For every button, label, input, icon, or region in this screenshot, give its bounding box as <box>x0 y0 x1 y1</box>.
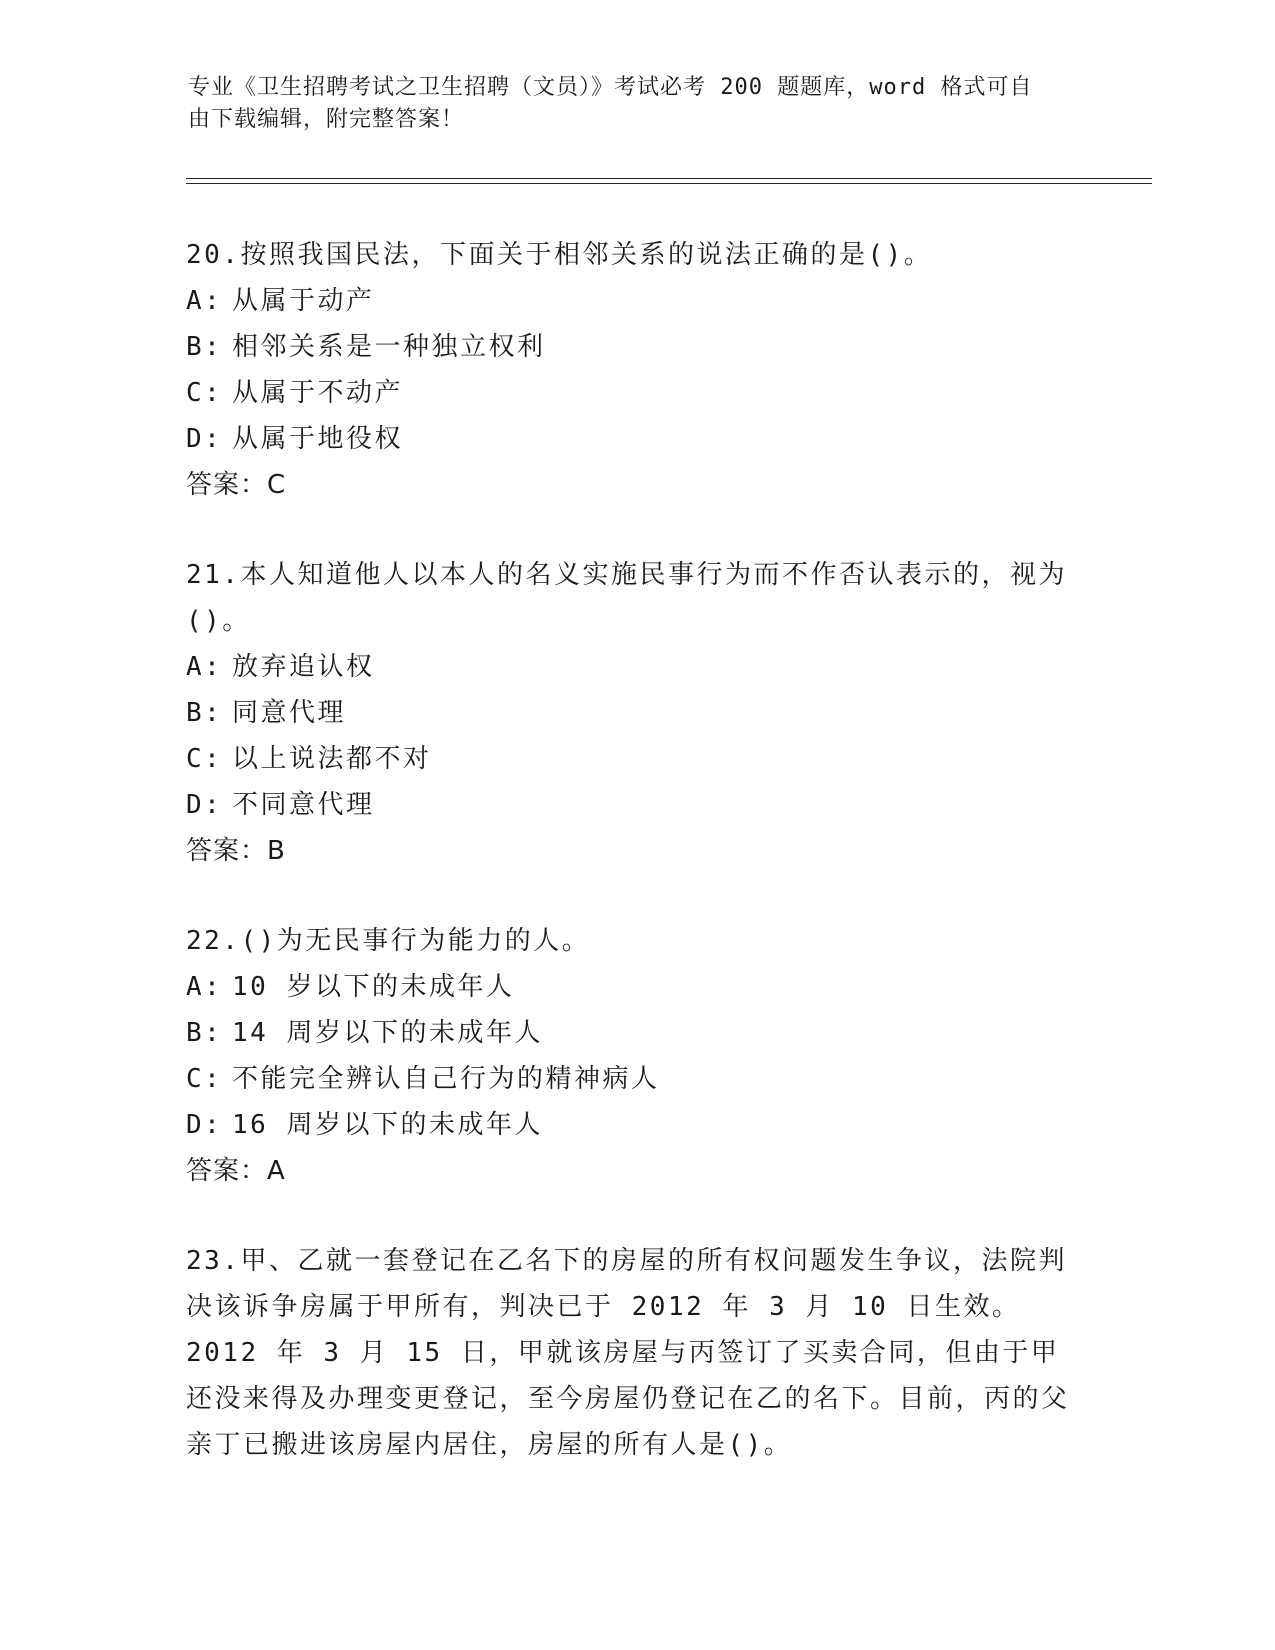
option-key: D: <box>186 424 223 454</box>
option-key: D: <box>186 1110 223 1140</box>
header-line-1: 专业《卫生招聘考试之卫生招聘（文员）》考试必考 200 题题库，word 格式可自 <box>188 75 1033 100</box>
option-key: B: <box>186 332 223 362</box>
option-key: C: <box>186 744 223 774</box>
option-text: 14 周岁以下的未成年人 <box>232 1018 543 1048</box>
option-text: 放弃追认权 <box>232 652 375 682</box>
question-text: 22.()为无民事行为能力的人。 <box>186 926 591 956</box>
option-d <box>186 1102 1086 1148</box>
document-header <box>188 72 1068 136</box>
option-a <box>186 278 1086 324</box>
question-text: 20.按照我国民法，下面关于相邻关系的说法正确的是()。 <box>186 240 933 270</box>
option-a <box>186 964 1086 1010</box>
header-line-2: 由下载编辑，附完整答案！ <box>188 107 465 132</box>
option-text: 10 岁以下的未成年人 <box>232 972 515 1002</box>
option-key: A: <box>186 652 223 682</box>
option-key: A: <box>186 972 223 1002</box>
option-key: B: <box>186 698 223 728</box>
question-text: 23.甲、乙就一套登记在乙名下的房屋的所有权问题发生争议，法院判决该诉争房属于甲所有，判决已于 2012 年 3 月 10 日生效。2012 年 3 月 15 日，甲就该房屋与丙签订了买卖合同，但由于甲还没来得及办理变更登记，至今房屋仍登记在乙的名下。目前，丙的父亲丁已搬进该房屋内居住，房屋的所有人是()。 <box>186 1246 1070 1460</box>
question-23 <box>186 1238 1086 1468</box>
option-d <box>186 782 1086 828</box>
answer-line: 答案：A <box>186 1156 286 1186</box>
question-20 <box>186 232 1086 508</box>
option-key: B: <box>186 1018 223 1048</box>
question-21 <box>186 552 1086 874</box>
option-text: 不能完全辨认自己行为的精神病人 <box>232 1064 660 1094</box>
option-b <box>186 690 1086 736</box>
header-divider-top <box>186 178 1152 179</box>
option-key: A: <box>186 286 223 316</box>
option-text: 以上说法都不对 <box>232 744 432 774</box>
header-divider-bottom <box>186 183 1152 184</box>
answer-line: 答案：B <box>186 836 286 866</box>
option-d <box>186 416 1086 462</box>
option-key: D: <box>186 790 223 820</box>
option-text: 从属于动产 <box>232 286 375 316</box>
question-22 <box>186 918 1086 1194</box>
option-c <box>186 370 1086 416</box>
option-a <box>186 644 1086 690</box>
option-b <box>186 324 1086 370</box>
option-b <box>186 1010 1086 1056</box>
option-text: 相邻关系是一种独立权利 <box>232 332 546 362</box>
option-text: 不同意代理 <box>232 790 375 820</box>
option-c <box>186 1056 1086 1102</box>
option-text: 从属于地役权 <box>232 424 404 454</box>
question-text: 21.本人知道他人以本人的名义实施民事行为而不作否认表示的，视为()。 <box>186 560 1067 636</box>
option-text: 从属于不动产 <box>232 378 404 408</box>
option-key: C: <box>186 1064 223 1094</box>
option-c <box>186 736 1086 782</box>
option-text: 16 周岁以下的未成年人 <box>232 1110 543 1140</box>
answer-line: 答案：C <box>186 470 287 500</box>
option-key: C: <box>186 378 223 408</box>
option-text: 同意代理 <box>232 698 347 728</box>
